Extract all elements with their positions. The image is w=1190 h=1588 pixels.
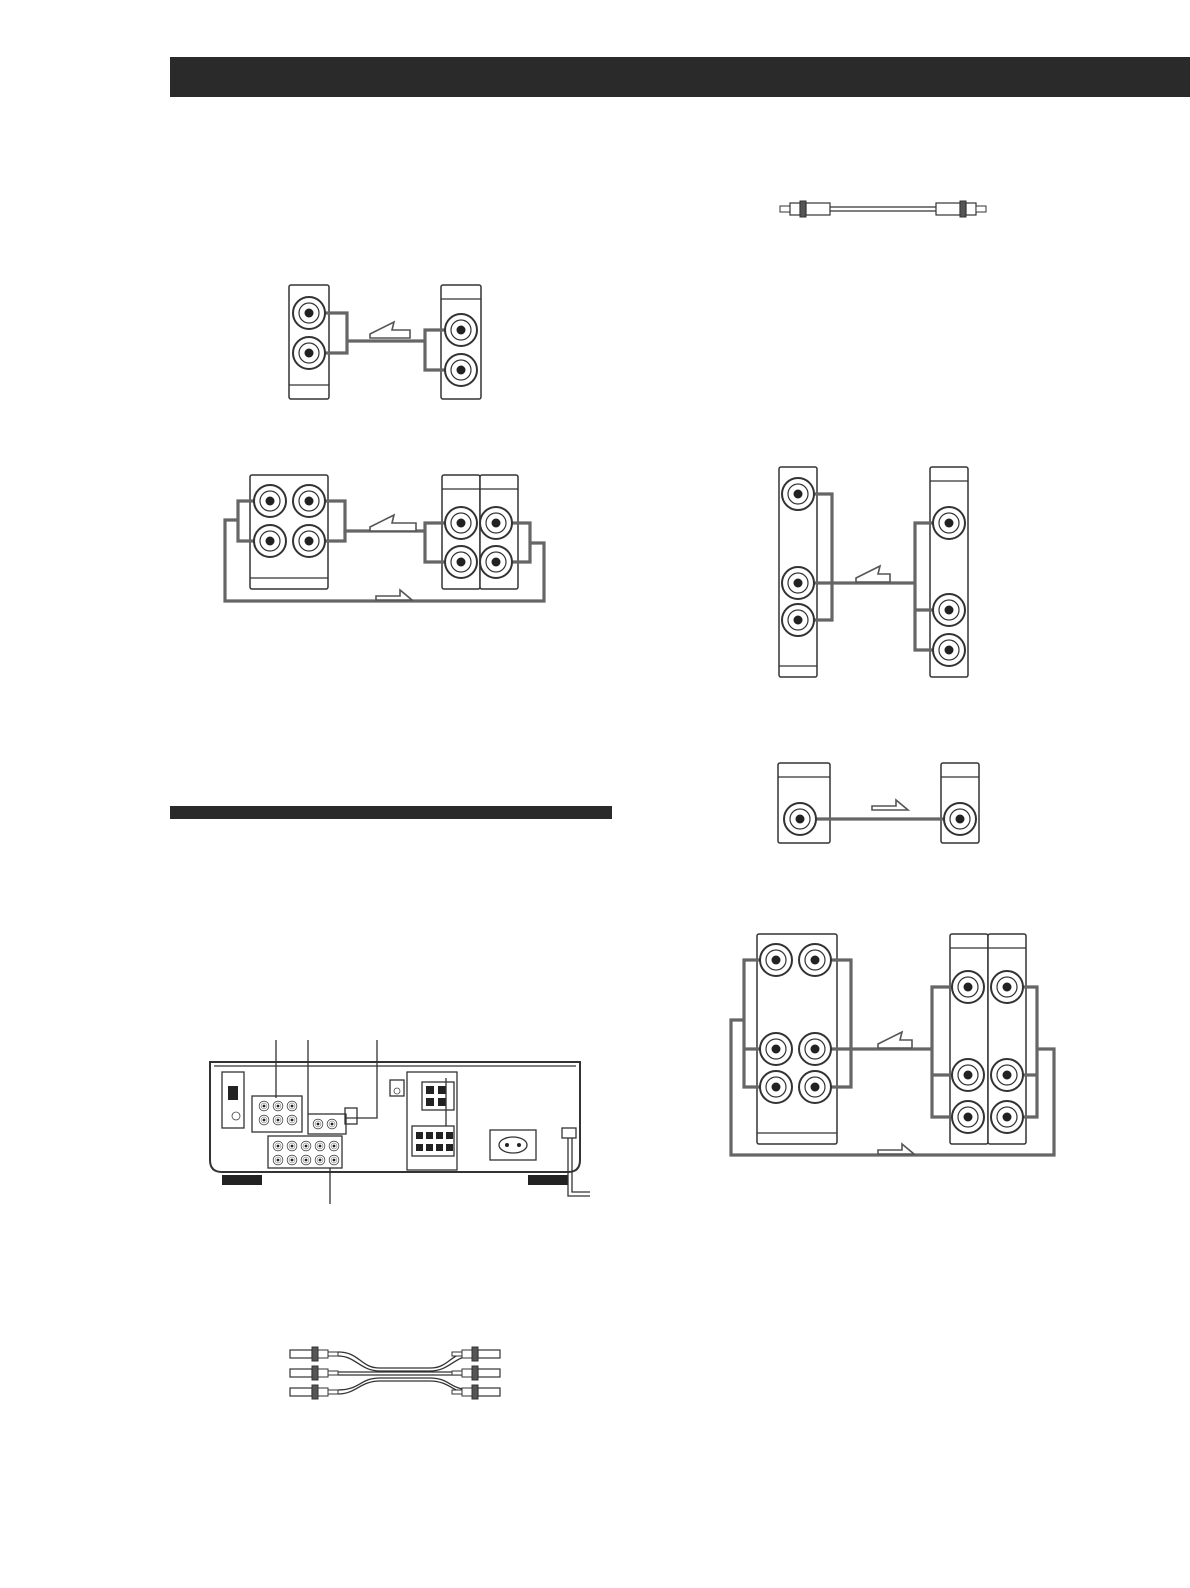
receiver-rear-panel-figure xyxy=(210,1040,590,1204)
video-audio-connection-figure xyxy=(731,934,1054,1155)
two-jack-connection-figure xyxy=(289,285,481,399)
single-jack-connection-figure xyxy=(778,763,979,843)
three-jack-connection-figure xyxy=(779,467,968,677)
single-cable-figure xyxy=(780,201,986,217)
av-cable-figure xyxy=(290,1347,500,1399)
stereo-pair-connection-figure xyxy=(225,475,544,601)
